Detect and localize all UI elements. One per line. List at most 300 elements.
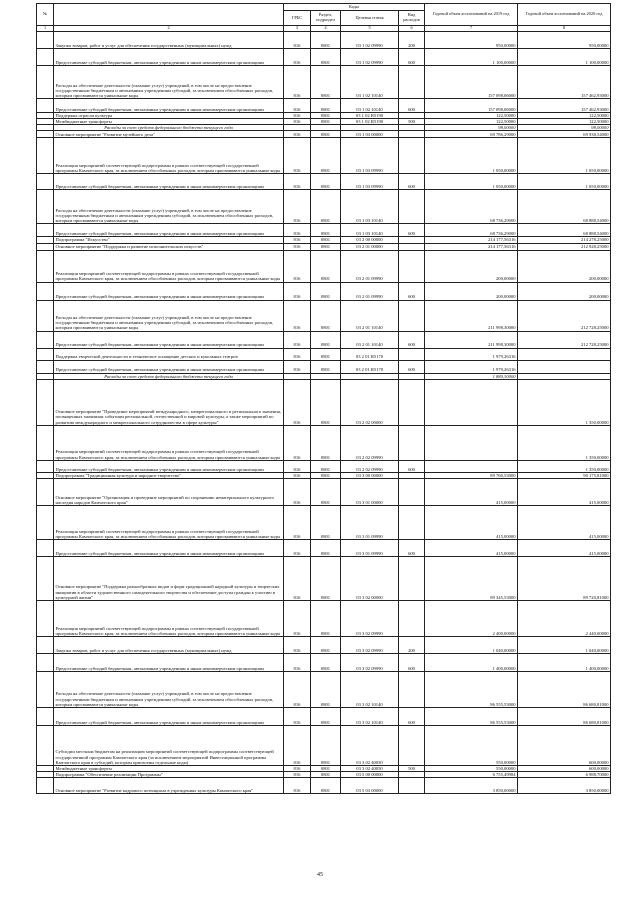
row-target-article: 03 3 02 00000 (341, 556, 399, 600)
row-section: 0801 (311, 505, 341, 539)
row-section: 0801 (311, 478, 341, 505)
row-target-article: 03 3 02 40050 (341, 725, 399, 765)
row-volume-2019: 68 736,29000 (425, 190, 518, 224)
row-volume-2020: 157 462,93000 (518, 66, 611, 99)
row-name: Субсидии местным бюджетам на реализацию мероприятий соответствующей подпрограммы соответствующей государственной программы Камчатского края (за исключением мероприятий Инвестиционной программы Камчатского края в субсидий, которым присвоены отдельные коды) (54, 725, 284, 765)
row-section: 0801 (311, 331, 341, 348)
row-grbs: 816 (284, 224, 311, 237)
header-name (54, 4, 284, 26)
row-grbs: 816 (284, 282, 311, 300)
row-section: 0801 (311, 360, 341, 373)
row-volume-2020: 68 888,54000 (518, 190, 611, 224)
row-volume-2019: 550,00000 (425, 725, 518, 765)
row-volume-2019 (425, 460, 518, 472)
row-grbs: 816 (284, 707, 311, 725)
table-row (37, 282, 611, 300)
row-volume-2019: 415,00000 (425, 539, 518, 556)
row-grbs: 816 (284, 243, 311, 250)
row-volume-2019: 2 400,00000 (425, 600, 518, 636)
row-volume-2019: 1 100,00000 (425, 49, 518, 66)
row-volume-2019: 98,00000 (425, 125, 518, 131)
row-name: Предоставление субсидий бюджетным, автономным учреждениям и иным некоммерческим организациям (54, 174, 284, 190)
table-row (37, 348, 611, 360)
row-target-article: 03 1 03 09990 (341, 138, 399, 174)
row-volume-2020: 98,00000 (518, 125, 611, 131)
row-section: 0801 (311, 224, 341, 237)
row-section: 0801 (311, 32, 341, 49)
table-row (37, 99, 611, 113)
row-target-article: 03 3 02 09990 (341, 636, 399, 653)
row-name: Предоставление субсидий бюджетным, автономным учреждениям и иным некоммерческим организациям (54, 460, 284, 472)
row-volume-2019: 157 098,06000 (425, 99, 518, 113)
row-volume-2020: 86 680,81000 (518, 671, 611, 707)
row-expense-type (399, 478, 425, 505)
row-number (37, 636, 54, 653)
row-number (37, 556, 54, 600)
row-target-article: 03 1 03 10140 (341, 224, 399, 237)
row-grbs: 816 (284, 300, 311, 331)
row-volume-2019: 6 755,49984 (425, 771, 518, 777)
row-volume-2019: 157 098,06000 (425, 66, 518, 99)
row-volume-2020: 2 440,00000 (518, 600, 611, 636)
row-expense-type: 600 (399, 653, 425, 671)
row-target-article: 03 1 03 00000 (341, 131, 399, 138)
row-number (37, 250, 54, 282)
row-expense-type (399, 379, 425, 425)
row-grbs: 816 (284, 505, 311, 539)
page-number: 45 (317, 872, 323, 878)
budget-table-page (36, 3, 610, 794)
row-volume-2020: 90 175,81000 (518, 472, 611, 478)
row-grbs: 816 (284, 379, 311, 425)
row-section: 0801 (311, 472, 341, 478)
col-num: 8 (518, 26, 611, 32)
row-grbs: 816 (284, 174, 311, 190)
row-number (37, 190, 54, 224)
row-grbs: 816 (284, 778, 311, 794)
row-name: Закупка товаров, работ и услуг для обеспечения государственных (муниципальных) нужд (54, 636, 284, 653)
row-number (37, 600, 54, 636)
row-name: Предоставление субсидий бюджетным, автономным учреждениям и иным некоммерческим организациям (54, 49, 284, 66)
row-grbs: 816 (284, 671, 311, 707)
row-section: 0801 (311, 556, 341, 600)
row-number (37, 138, 54, 174)
row-volume-2020: 1 350,00000 (518, 379, 611, 425)
table-row (37, 243, 611, 250)
row-target-article: 03 3 02 10140 (341, 707, 399, 725)
row-number (37, 539, 54, 556)
row-volume-2020: 214 278,25000 (518, 237, 611, 243)
header-section: Раздел, подраздел (311, 11, 341, 26)
row-section: 0801 (311, 190, 341, 224)
header-exptype: Вид расходов (399, 11, 425, 26)
row-grbs: 816 (284, 771, 311, 777)
row-number (37, 778, 54, 794)
table-row (37, 360, 611, 373)
row-volume-2020 (518, 360, 611, 373)
row-number (37, 653, 54, 671)
row-name: Предоставление субсидий бюджетным, автономным учреждениям и иным некоммерческим организациям (54, 282, 284, 300)
row-grbs: 816 (284, 119, 311, 125)
table-row (37, 653, 611, 671)
row-name: Расходы на обеспечение деятельности (оказание услуг) учреждений, в том числе на предоставление государственным бюджетным и автономным учреждениям субсидий, за исключением обособленных расходов, которым присваиваются уникальные коды (54, 671, 284, 707)
row-section: 0801 (311, 138, 341, 174)
row-name: Реализация мероприятий соответствующей подпрограммы в рамках соответствующей государственной программы Камчатского края, за исключением обособленных расходов, которым присваиваются уникальные коды (54, 138, 284, 174)
row-name: Расходы за счет средств федерального бюджета текущего года (54, 125, 284, 131)
row-volume-2020: 1 040,00000 (518, 636, 611, 653)
row-expense-type: 600 (399, 49, 425, 66)
row-volume-2020: 1 400,00000 (518, 653, 611, 671)
row-volume-2020: 415,00000 (518, 478, 611, 505)
row-section: 0801 (311, 425, 341, 460)
row-volume-2019: 3 850,00000 (425, 778, 518, 794)
row-grbs: 816 (284, 113, 311, 119)
row-target-article: 03 1 02 R5190 (341, 119, 399, 125)
table-row (37, 725, 611, 765)
row-grbs: 816 (284, 478, 311, 505)
row-name: Предоставление субсидий бюджетным, автономным учреждениям и иным некоммерческим организациям (54, 99, 284, 113)
row-grbs: 816 (284, 331, 311, 348)
row-section: 0801 (311, 600, 341, 636)
col-num: 6 (399, 26, 425, 32)
row-number (37, 505, 54, 539)
row-volume-2020: 415,00000 (518, 539, 611, 556)
row-section: 0801 (311, 636, 341, 653)
row-number (37, 243, 54, 250)
row-volume-2019: 200,00000 (425, 250, 518, 282)
table-row (37, 32, 611, 49)
table-row (37, 190, 611, 224)
row-volume-2020: 200,00000 (518, 250, 611, 282)
row-expense-type (399, 243, 425, 250)
table-row (37, 174, 611, 190)
row-expense-type (399, 725, 425, 765)
row-expense-type: 600 (399, 331, 425, 348)
row-grbs: 816 (284, 472, 311, 478)
row-section: 0801 (311, 300, 341, 331)
row-expense-type: 600 (399, 282, 425, 300)
table-row (37, 224, 611, 237)
row-volume-2020 (518, 348, 611, 360)
row-name: Межбюджетные трансферты (54, 765, 284, 771)
row-number (37, 300, 54, 331)
table-row (37, 138, 611, 174)
row-volume-2019: 214 177,56316 (425, 237, 518, 243)
row-expense-type: 600 (399, 360, 425, 373)
row-grbs: 816 (284, 600, 311, 636)
row-volume-2020: 415,00000 (518, 505, 611, 539)
row-name: Предоставление субсидий бюджетным, автономным учреждениям и иным некоммерческим организациям (54, 653, 284, 671)
row-expense-type (399, 556, 425, 600)
row-target-article: 03 1 03 09990 (341, 174, 399, 190)
table-row (37, 300, 611, 331)
row-volume-2019: 1 400,00000 (425, 653, 518, 671)
row-target-article: 03 2 01 R5170 (341, 348, 399, 360)
row-grbs: 816 (284, 725, 311, 765)
table-row (37, 379, 611, 425)
row-expense-type (399, 190, 425, 224)
row-expense-type: 600 (399, 174, 425, 190)
row-section: 0801 (311, 250, 341, 282)
row-expense-type: 500 (399, 765, 425, 771)
row-section: 0801 (311, 778, 341, 794)
row-target-article: 03 3 01 09990 (341, 505, 399, 539)
row-section: 0801 (311, 348, 341, 360)
row-section: 0801 (311, 131, 341, 138)
row-grbs: 816 (284, 49, 311, 66)
row-target-article: 03 1 02 10140 (341, 99, 399, 113)
col-num: 2 (54, 26, 284, 32)
row-grbs: 816 (284, 99, 311, 113)
row-grbs: 816 (284, 190, 311, 224)
row-number (37, 49, 54, 66)
row-expense-type (399, 250, 425, 282)
row-volume-2019: 950,00000 (425, 32, 518, 49)
row-expense-type: 600 (399, 224, 425, 237)
row-name: Предоставление субсидий бюджетным, автономным учреждениям и иным некоммерческим организациям (54, 331, 284, 348)
col-num: 7 (425, 26, 518, 32)
row-grbs: 816 (284, 460, 311, 472)
row-volume-2019: 69 786,29000 (425, 131, 518, 138)
row-volume-2020: 1 050,00000 (518, 138, 611, 174)
row-grbs: 816 (284, 250, 311, 282)
row-target-article: 03 2 01 09990 (341, 250, 399, 282)
header-target: Целевая статья (341, 11, 399, 26)
row-section: 0801 (311, 379, 341, 425)
row-number (37, 348, 54, 360)
row-expense-type (399, 671, 425, 707)
row-volume-2020: 6 988,70000 (518, 771, 611, 777)
row-expense-type: 600 (399, 707, 425, 725)
row-volume-2019: 68 736,29000 (425, 224, 518, 237)
row-number (37, 379, 54, 425)
row-name: Поддержка отрасли культура (54, 113, 284, 119)
row-grbs: 816 (284, 425, 311, 460)
row-name: Предоставление субсидий бюджетным, автономным учреждениям и иным некоммерческим организациям (54, 707, 284, 725)
row-target-article: 03 2 01 00000 (341, 243, 399, 250)
row-volume-2019: 1 040,00000 (425, 636, 518, 653)
row-name: Основное мероприятие "Поддержка и развитие исполнительских искусств" (54, 243, 284, 250)
row-number (37, 671, 54, 707)
row-number (37, 360, 54, 373)
row-volume-2019: 1 979,26316 (425, 348, 518, 360)
row-grbs: 816 (284, 636, 311, 653)
row-section: 0801 (311, 765, 341, 771)
table-row (37, 539, 611, 556)
table-row (37, 425, 611, 460)
row-volume-2020: 1 350,00000 (518, 460, 611, 472)
row-volume-2020: 212 728,25000 (518, 331, 611, 348)
row-name: Реализация мероприятий соответствующей подпрограммы в рамках соответствующей государственной программы Камчатского края, за исключением обособленных расходов, которым присваиваются уникальные коды (54, 505, 284, 539)
row-expense-type: 500 (399, 119, 425, 125)
row-volume-2019: 550,00000 (425, 765, 518, 771)
row-number (37, 174, 54, 190)
row-volume-2019: 214 177,56316 (425, 243, 518, 250)
row-volume-2020: 212 728,25000 (518, 300, 611, 331)
row-number (37, 707, 54, 725)
row-number (37, 725, 54, 765)
row-name: Основное мероприятие "Развитие музейного дела" (54, 131, 284, 138)
row-volume-2020: 157 462,93000 (518, 99, 611, 113)
row-grbs: 816 (284, 138, 311, 174)
row-grbs: 816 (284, 348, 311, 360)
row-target-article: 03 2 01 R5170 (341, 360, 399, 373)
budget-table (36, 3, 611, 794)
row-expense-type: 600 (399, 99, 425, 113)
table-row (37, 66, 611, 99)
row-section: 0801 (311, 725, 341, 765)
table-row (37, 49, 611, 66)
col-num: 4 (311, 26, 341, 32)
row-volume-2019: 89 760,53000 (425, 472, 518, 478)
row-grbs: 816 (284, 66, 311, 99)
row-name: Основное мероприятие "Развитие кадрового потенциала в учреждениях культуры Камчатского края" (54, 778, 284, 794)
row-section: 0801 (311, 66, 341, 99)
row-section: 0801 (311, 539, 341, 556)
row-target-article: 03 5 00 00000 (341, 771, 399, 777)
row-volume-2020: 68 888,54000 (518, 224, 611, 237)
row-section: 0801 (311, 282, 341, 300)
row-number (37, 425, 54, 460)
row-number (37, 478, 54, 505)
row-name: Предоставление субсидий бюджетным, автономным учреждениям и иным некоммерческим организациям (54, 360, 284, 373)
table-row (37, 505, 611, 539)
row-grbs: 816 (284, 539, 311, 556)
row-volume-2020: 69 938,54000 (518, 131, 611, 138)
row-name: Основное мероприятие "Организация и проведение мероприятий по сохранению нематериального культурного наследия народов Камчатского края" (54, 478, 284, 505)
row-target-article: 03 3 01 00000 (341, 478, 399, 505)
row-expense-type: 200 (399, 636, 425, 653)
row-target-article: 03 1 02 09990 (341, 49, 399, 66)
table-row (37, 778, 611, 794)
row-grbs: 816 (284, 556, 311, 600)
row-target-article: 03 3 01 09990 (341, 539, 399, 556)
row-expense-type (399, 131, 425, 138)
row-volume-2020: 950,00000 (518, 32, 611, 49)
header-grbs: ГРБС (284, 11, 311, 26)
row-section: 0801 (311, 460, 341, 472)
row-volume-2019: 1 050,00000 (425, 174, 518, 190)
header-vol-2020: Годовой объем ассигнований на 2020 год (518, 4, 611, 26)
row-section: 0801 (311, 99, 341, 113)
row-volume-2019 (425, 425, 518, 460)
row-expense-type (399, 348, 425, 360)
header-vol-2019: Годовой объем ассигнований на 2019 год (425, 4, 518, 26)
row-volume-2020: 212 928,25000 (518, 243, 611, 250)
row-name: Предоставление субсидий бюджетным, автономным учреждениям и иным некоммерческим организациям (54, 539, 284, 556)
row-target-article: 03 1 02 10140 (341, 66, 399, 99)
row-expense-type (399, 425, 425, 460)
row-section: 0801 (311, 671, 341, 707)
row-volume-2019: 211 998,30000 (425, 300, 518, 331)
row-expense-type: 600 (399, 460, 425, 472)
row-target-article: 03 1 03 10140 (341, 190, 399, 224)
row-name: Основное мероприятие "Поддержка разнообразных видов и форм традиционной народной культуры и творческих инициатив в области художественного самодеятельного творчества и обеспечение доступа граждан к участию в культурной жизни" (54, 556, 284, 600)
row-volume-2020: 1 050,00000 (518, 174, 611, 190)
row-name: Подпрограмма "Обеспечение реализации Программы" (54, 771, 284, 777)
row-volume-2019 (425, 379, 518, 425)
row-section: 0801 (311, 707, 341, 725)
row-grbs: 816 (284, 653, 311, 671)
row-volume-2020: 122,50000 (518, 119, 611, 125)
col-num: 3 (284, 26, 311, 32)
row-number (37, 224, 54, 237)
row-volume-2019: 89 345,53000 (425, 556, 518, 600)
row-volume-2020: 600,00000 (518, 765, 611, 771)
row-name: Поддержка творческой деятельности и техническое оснащение детских и кукольных театров (54, 348, 284, 360)
table-row (37, 707, 611, 725)
row-number (37, 131, 54, 138)
row-section: 0801 (311, 237, 341, 243)
row-expense-type (399, 138, 425, 174)
row-expense-type (399, 300, 425, 331)
table-row (37, 478, 611, 505)
row-section: 0801 (311, 119, 341, 125)
row-target-article: 03 2 02 09990 (341, 425, 399, 460)
row-target-article: 03 2 00 00000 (341, 237, 399, 243)
row-grbs: 816 (284, 237, 311, 243)
row-expense-type (399, 66, 425, 99)
row-volume-2020: 89 720,81000 (518, 556, 611, 600)
row-name: Подпрограмма "Искусство" (54, 237, 284, 243)
row-volume-2019: 86 555,53000 (425, 707, 518, 725)
row-expense-type (399, 505, 425, 539)
header-codes: Коды (284, 4, 425, 11)
row-name: Реализация мероприятий соответствующей подпрограммы в рамках соответствующей государственной программы Камчатского края, за исключением обособленных расходов, которым присваиваются уникальные коды (54, 425, 284, 460)
row-volume-2019: 86 555,53000 (425, 671, 518, 707)
row-volume-2019: 1 050,00000 (425, 138, 518, 174)
row-name: Реализация мероприятий соответствующей подпрограммы в рамках соответствующей государственной программы Камчатского края, за исключением обособленных расходов, которым присваиваются уникальные коды (54, 600, 284, 636)
row-name: Реализация мероприятий соответствующей подпрограммы в рамках соответствующей государственной программы Камчатского края, за исключением обособленных расходов, которым присваиваются уникальные коды (54, 250, 284, 282)
row-target-article: 03 2 01 10140 (341, 331, 399, 348)
table-body (37, 32, 611, 794)
row-name: Расходы на обеспечение деятельности (оказание услуг) учреждений, в том числе на предоставление государственным бюджетным и автономным учреждениям субсидий, за исключением обособленных расходов, которым присваиваются уникальные коды (54, 66, 284, 99)
row-target-article: 03 3 02 09990 (341, 653, 399, 671)
row-volume-2019: 200,00000 (425, 282, 518, 300)
row-grbs: 816 (284, 360, 311, 373)
row-target-article: 03 1 02 09990 (341, 32, 399, 49)
row-name: Закупка товаров, работ и услуг для обеспечения государственных (муниципальных) нужд (54, 32, 284, 49)
row-section: 0801 (311, 49, 341, 66)
row-section: 0801 (311, 174, 341, 190)
header-no: № (37, 4, 54, 26)
table-row (37, 600, 611, 636)
row-expense-type: 200 (399, 32, 425, 49)
table-row (37, 331, 611, 348)
row-volume-2020: 200,00000 (518, 282, 611, 300)
row-name: Предоставление субсидий бюджетным, автономным учреждениям и иным некоммерческим организациям (54, 224, 284, 237)
row-volume-2020: 600,00000 (518, 725, 611, 765)
row-number (37, 460, 54, 472)
row-volume-2019: 1 880,30000 (425, 373, 518, 379)
table-row (37, 636, 611, 653)
row-section: 0801 (311, 243, 341, 250)
row-number (37, 331, 54, 348)
row-grbs: 816 (284, 131, 311, 138)
row-volume-2019: 211 998,30000 (425, 331, 518, 348)
row-name: Расходы за счет средств федерального бюджета текущего года (54, 373, 284, 379)
row-target-article: 03 2 02 09990 (341, 460, 399, 472)
table-row (37, 250, 611, 282)
row-volume-2020: 122,50000 (518, 113, 611, 119)
row-name: Основное мероприятие "Проведение мероприятий международного, межрегионального и регионального значения, посвященных значимым событиям региональной, отечественной и мировой культуры, а также мероприятий по развитию международного и межрегионального сотрудничества в сфере культуры" (54, 379, 284, 425)
table-row (37, 556, 611, 600)
col-num: 1 (37, 26, 54, 32)
row-target-article: 03 2 01 10140 (341, 300, 399, 331)
row-number (37, 66, 54, 99)
row-expense-type (399, 600, 425, 636)
col-num: 5 (341, 26, 399, 32)
